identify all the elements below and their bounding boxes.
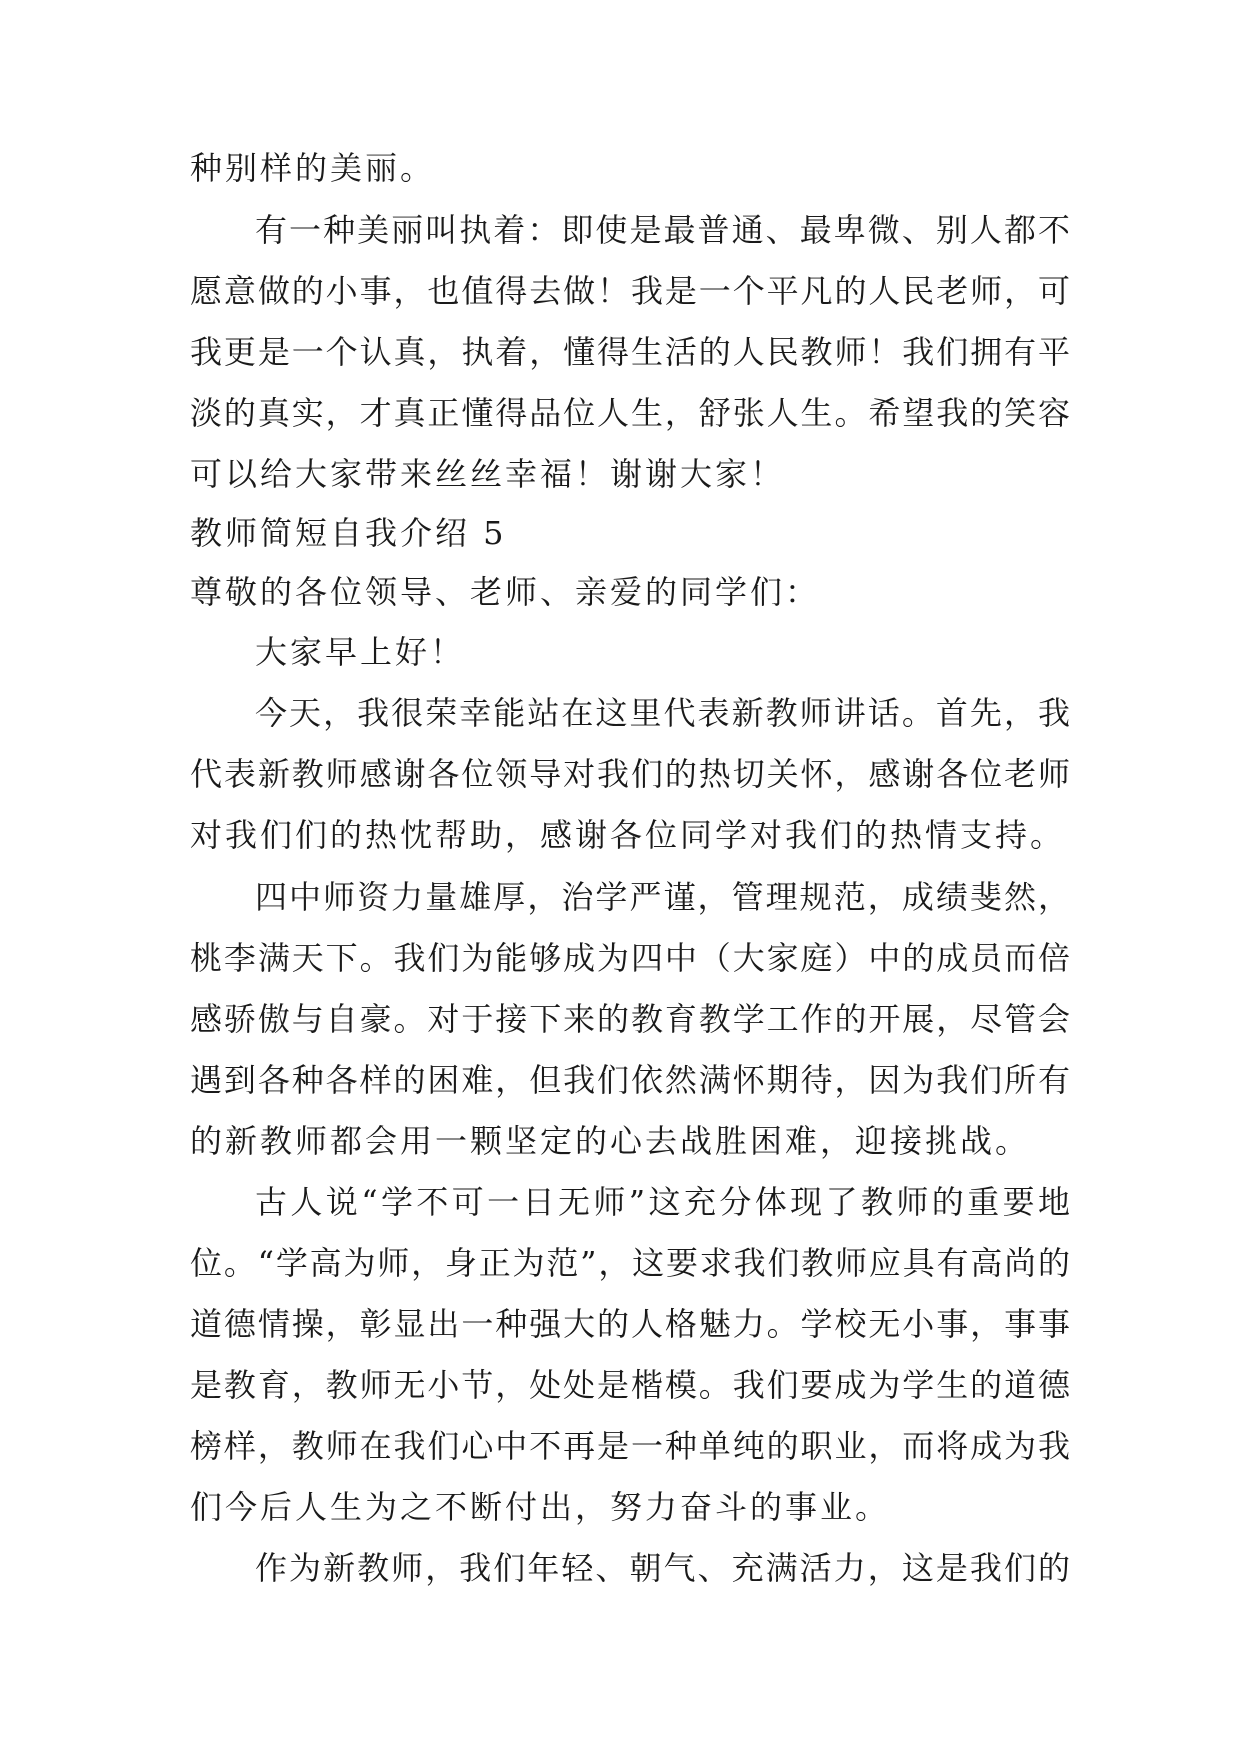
paragraph-line: 古人说“学不可一日无师”这充分体现了教师的重要地 bbox=[255, 1183, 1070, 1221]
paragraph-line: 的新教师都会用一颗坚定的心去战胜困难，迎接挑战。 bbox=[190, 1122, 1031, 1160]
salutation-line: 尊敬的各位领导、老师、亲爱的同学们： bbox=[190, 573, 821, 611]
paragraph-line: 四中师资力量雄厚，治学严谨，管理规范，成绩斐然， bbox=[255, 878, 1070, 916]
section-heading: 教师简短自我介绍 5 bbox=[190, 514, 507, 552]
paragraph-line: 桃李满天下。我们为能够成为四中（大家庭）中的成员而倍 bbox=[190, 939, 1070, 977]
paragraph-line: 种别样的美丽。 bbox=[190, 149, 436, 187]
paragraph-line: 有一种美丽叫执着：即使是最普通、最卑微、别人都不 bbox=[255, 211, 1070, 249]
paragraph-line: 们今后人生为之不断付出，努力奋斗的事业。 bbox=[190, 1488, 891, 1526]
paragraph-line: 感骄傲与自豪。对于接下来的教育教学工作的开展，尽管会 bbox=[190, 1000, 1070, 1038]
paragraph-line: 代表新教师感谢各位领导对我们的热切关怀，感谢各位老师 bbox=[190, 755, 1070, 793]
paragraph-line: 位。“学高为师，身正为范”，这要求我们教师应具有高尚的 bbox=[190, 1244, 1070, 1282]
greeting-line: 大家早上好！ bbox=[255, 633, 466, 671]
paragraph-line: 我更是一个认真，执着，懂得生活的人民教师！我们拥有平 bbox=[190, 333, 1070, 371]
paragraph-line: 对我们们的热忱帮助，感谢各位同学对我们的热情支持。 bbox=[190, 816, 1066, 854]
paragraph-line: 作为新教师，我们年轻、朝气、充满活力，这是我们的 bbox=[255, 1549, 1070, 1587]
paragraph-line: 道德情操，彰显出一种强大的人格魅力。学校无小事，事事 bbox=[190, 1305, 1070, 1343]
paragraph-line: 是教育，教师无小节，处处是楷模。我们要成为学生的道德 bbox=[190, 1366, 1070, 1404]
paragraph-line: 淡的真实，才真正懂得品位人生，舒张人生。希望我的笑容 bbox=[190, 394, 1070, 432]
paragraph-line: 今天，我很荣幸能站在这里代表新教师讲话。首先，我 bbox=[255, 694, 1070, 732]
paragraph-line: 遇到各种各样的困难，但我们依然满怀期待，因为我们所有 bbox=[190, 1061, 1070, 1099]
paragraph-line: 可以给大家带来丝丝幸福！谢谢大家！ bbox=[190, 455, 786, 493]
paragraph-line: 愿意做的小事，也值得去做！我是一个平凡的人民老师，可 bbox=[190, 272, 1070, 310]
paragraph-line: 榜样，教师在我们心中不再是一种单纯的职业，而将成为我 bbox=[190, 1427, 1070, 1465]
